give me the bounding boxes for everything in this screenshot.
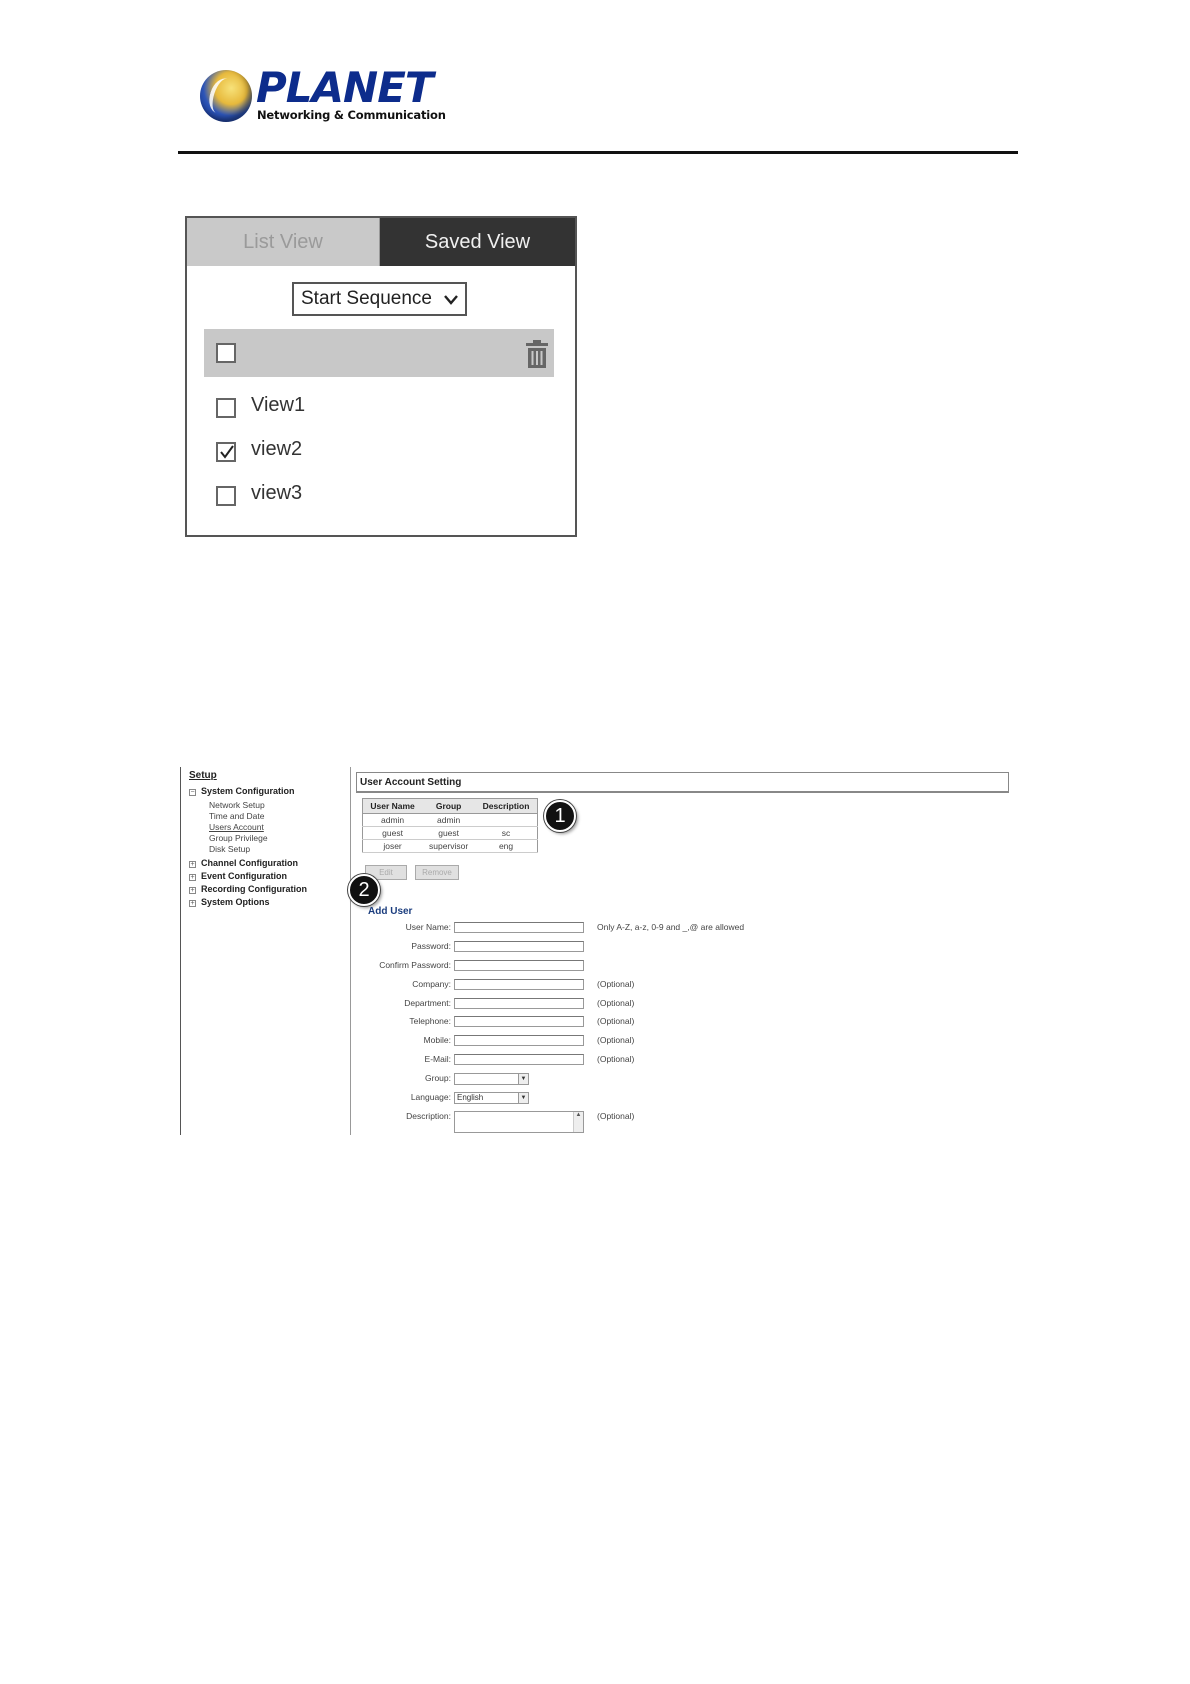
confirm-password-input[interactable]: [454, 960, 584, 971]
field-note: (Optional): [597, 1016, 635, 1026]
dropdown-arrow-icon: ▼: [518, 1074, 528, 1084]
checkmark-icon: [219, 444, 235, 460]
remove-button[interactable]: Remove: [415, 865, 459, 880]
field-note: (Optional): [597, 979, 635, 989]
select-all-checkbox[interactable]: [216, 343, 236, 363]
collapse-icon[interactable]: −: [190, 789, 195, 796]
view3-checkbox[interactable]: [216, 486, 236, 506]
add-user-heading: Add User: [368, 906, 413, 917]
table-row[interactable]: [363, 840, 538, 853]
sidebar-title[interactable]: Setup: [189, 770, 217, 781]
sidebar-item-system-options[interactable]: [189, 897, 270, 907]
expand-icon[interactable]: +: [190, 887, 195, 894]
field-label: Telephone:: [409, 1016, 451, 1026]
view-label: View1: [251, 394, 306, 416]
setup-screen: [180, 767, 1010, 1135]
form-row-language: [356, 1091, 776, 1105]
field-label: Password:: [411, 941, 451, 951]
planet-logo: [200, 63, 446, 124]
form-row-confirm-password: [356, 959, 776, 973]
mobile-input[interactable]: [454, 1035, 584, 1046]
sidebar-item-users-account[interactable]: Users Account: [209, 822, 264, 832]
edit-button[interactable]: Edit: [365, 865, 407, 880]
field-note: Only A-Z, a-z, 0-9 and _,@ are allowed: [597, 922, 745, 932]
sidebar-item-event-configuration[interactable]: [189, 871, 287, 881]
sidebar-item-network-setup[interactable]: Network Setup: [209, 800, 265, 810]
sidebar-item-time-and-date[interactable]: Time and Date: [209, 811, 265, 821]
language-select-value: English: [457, 1093, 484, 1102]
table-row[interactable]: [363, 814, 538, 827]
form-row-company: [356, 978, 776, 992]
sequence-select[interactable]: [292, 282, 467, 316]
page-title: User Account Setting: [356, 772, 1009, 793]
form-row-telephone: [356, 1015, 776, 1029]
table-cell: admin: [363, 814, 423, 827]
field-label: Confirm Password:: [379, 960, 451, 970]
dropdown-arrow-icon: ▼: [518, 1093, 528, 1103]
form-row-user-name: [356, 921, 776, 935]
sidebar-item-recording-configuration[interactable]: [189, 884, 307, 894]
form-row-department: [356, 997, 776, 1011]
form-row-description: [356, 1110, 776, 1124]
globe-logo-icon: [200, 70, 252, 122]
sequence-select-value: Start Sequence: [301, 288, 432, 309]
language-select[interactable]: [454, 1092, 529, 1104]
table-row[interactable]: [363, 827, 538, 840]
form-row-email: [356, 1053, 776, 1067]
sidebar-item-channel-configuration[interactable]: [189, 858, 298, 868]
form-row-mobile: [356, 1034, 776, 1048]
sidebar-group-label: Recording Configuration: [201, 884, 307, 894]
header-divider: [178, 151, 1018, 154]
field-label: Department:: [404, 998, 451, 1008]
expand-icon[interactable]: +: [190, 861, 195, 868]
logo-tagline: Networking & Communication: [257, 108, 446, 122]
telephone-input[interactable]: [454, 1016, 584, 1027]
sidebar-item-group-privilege[interactable]: Group Privilege: [209, 833, 268, 843]
table-cell: [475, 814, 537, 827]
user-account-main: [356, 767, 1010, 1135]
logo-wordmark: PLANET: [256, 63, 433, 112]
field-note: (Optional): [597, 1035, 635, 1045]
expand-icon[interactable]: +: [190, 874, 195, 881]
sidebar-divider: [350, 767, 351, 1135]
scrollbar[interactable]: ▲: [573, 1112, 583, 1132]
field-label: Company:: [412, 979, 451, 989]
column-header-description[interactable]: Description: [475, 799, 537, 814]
field-note: (Optional): [597, 998, 635, 1008]
table-cell: eng: [475, 840, 537, 853]
table-cell: sc: [475, 827, 537, 840]
field-label: Group:: [425, 1073, 451, 1083]
table-cell: admin: [422, 814, 475, 827]
view-tabs: [187, 218, 575, 266]
tab-saved-view[interactable]: Saved View: [380, 218, 575, 266]
field-note: (Optional): [597, 1111, 635, 1121]
list-item[interactable]: [204, 390, 544, 426]
field-label: User Name:: [405, 922, 451, 932]
form-row-group: [356, 1072, 776, 1086]
password-input[interactable]: [454, 941, 584, 952]
view2-checkbox[interactable]: [216, 442, 236, 462]
table-cell: guest: [363, 827, 423, 840]
view-label: view3: [251, 482, 303, 504]
setup-sidebar: [180, 767, 350, 1135]
user-table: [362, 798, 538, 853]
table-cell: joser: [363, 840, 423, 853]
select-all-row: [204, 329, 554, 377]
sidebar-group-label: System Options: [201, 897, 270, 907]
callout-1: 1: [544, 800, 576, 832]
field-label: Mobile:: [423, 1035, 451, 1045]
table-cell: guest: [422, 827, 475, 840]
table-cell: supervisor: [422, 840, 475, 853]
sidebar-item-disk-setup[interactable]: Disk Setup: [209, 844, 251, 854]
list-item[interactable]: [204, 434, 544, 470]
expand-icon[interactable]: +: [190, 900, 195, 907]
user-name-input[interactable]: [454, 922, 584, 933]
field-label: Description:: [406, 1111, 451, 1121]
view1-checkbox[interactable]: [216, 398, 236, 418]
sidebar-item-system-configuration[interactable]: [189, 786, 295, 796]
table-header-row: [363, 799, 538, 814]
tab-list-view[interactable]: List View: [187, 218, 380, 266]
list-item[interactable]: [204, 478, 544, 514]
saved-view-panel: [185, 216, 577, 537]
sidebar-group-label: System Configuration: [201, 786, 295, 796]
form-row-password: [356, 940, 776, 954]
trash-icon[interactable]: [525, 340, 549, 368]
company-input[interactable]: [454, 979, 584, 990]
view-label: view2: [251, 438, 303, 460]
column-header-group[interactable]: Group: [422, 799, 475, 814]
field-label: Language:: [410, 1092, 451, 1102]
chevron-down-icon: [443, 291, 459, 307]
description-textarea[interactable]: [454, 1111, 584, 1133]
group-select[interactable]: [454, 1073, 529, 1085]
column-header-user-name[interactable]: User Name: [363, 799, 423, 814]
sidebar-group-label: Event Configuration: [201, 871, 287, 881]
field-note: (Optional): [597, 1054, 635, 1064]
sidebar-group-label: Channel Configuration: [201, 858, 298, 868]
field-label: E-Mail:: [424, 1054, 451, 1064]
email-input[interactable]: [454, 1054, 584, 1065]
callout-2: 2: [348, 874, 380, 906]
department-input[interactable]: [454, 998, 584, 1009]
